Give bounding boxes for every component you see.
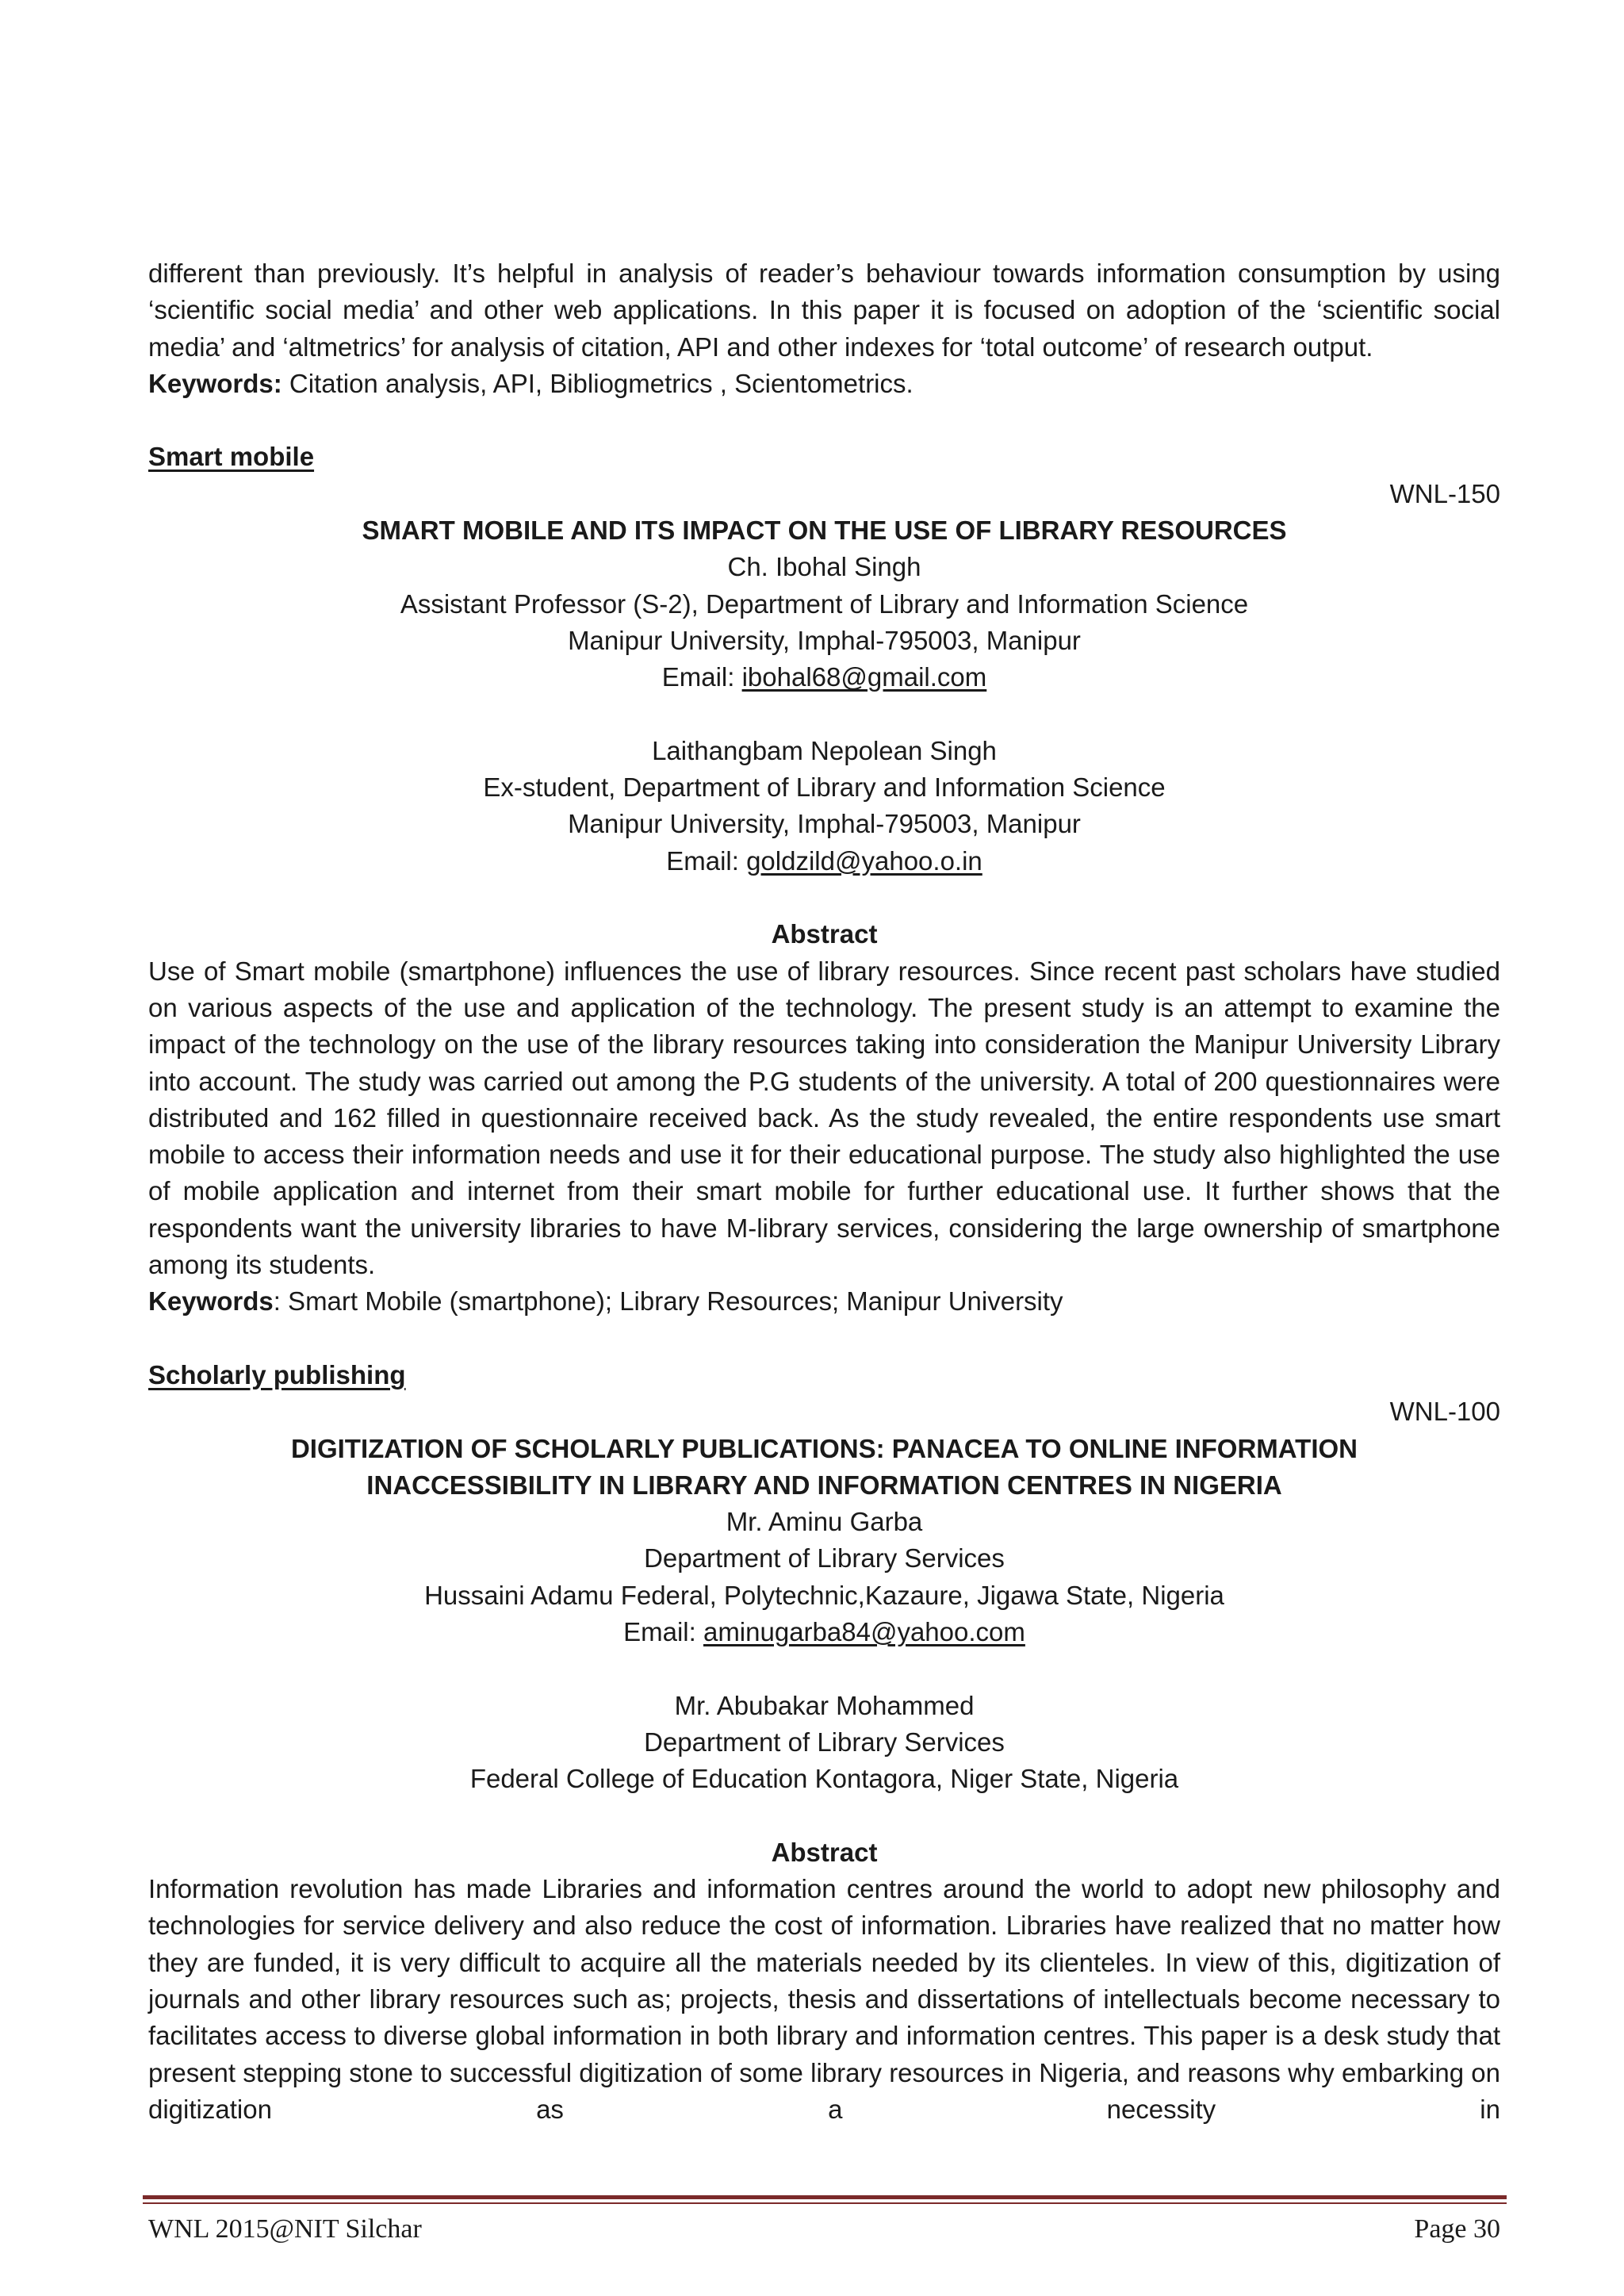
paper-title: SMART MOBILE AND ITS IMPACT ON THE USE OF LIBRARY RESOURCES <box>362 516 1287 546</box>
abstract-text: Information revolution has made Libraries and information centres around the world to adopt new philosophy and technologies for service delivery and also reduce the cost of information. Libraries have realized that no matter how they are funded, it is very difficult to acquire all the materials needed by its clienteles. In view of this, digitization of journals and other library resources such as; projects, thesis and dissertations of intellectuals become necessary to facilitates access to diverse global information in both library and information centres. This paper is a desk study that present stepping stone to successful digitization of some library resources in Nigeria, and reasons why embarking on digitization as a necessity in <box>148 1874 1500 2124</box>
author-institution: Manipur University, Imphal-795003, Manipur <box>568 625 1081 655</box>
intro-keywords <box>148 366 1500 402</box>
author-department: Department of Library Services <box>644 1727 1005 1757</box>
author-institution: Hussaini Adamu Federal, Polytechnic,Kazaure, Jigawa State, Nigeria <box>424 1580 1224 1610</box>
author-position: Ex-student, Department of Library and Information Science <box>483 772 1166 803</box>
email-link[interactable]: goldzild@yahoo.o.in <box>746 845 982 876</box>
footer-rule <box>143 2195 1507 2199</box>
author-name: Mr. Abubakar Mohammed <box>674 1690 975 1720</box>
footer-page-number: Page 30 <box>1414 2214 1500 2244</box>
page-footer <box>148 2210 1500 2249</box>
author-name: Mr. Aminu Garba <box>726 1507 923 1537</box>
author-email <box>148 659 1500 696</box>
keywords-label: Keywords <box>148 1286 274 1317</box>
abstract-heading: Abstract <box>771 919 878 949</box>
paper-code: WNL-150 <box>1389 478 1500 508</box>
intro-paragraph: different than previously. It’s helpful in analysis of reader’s behaviour towards information consumption by using ‘scientific social media’ and other web applications. In this paper it is focused on adoption of the ‘scientific social media’ and ‘altmetrics’ for analysis of citation, API and other indexes for ‘total outcome’ of research output. <box>148 259 1500 362</box>
footer-conference: WNL 2015@NIT Silchar <box>148 2214 422 2244</box>
abstract-text: Use of Smart mobile (smartphone) influences the use of library resources. Since recent past scholars have studied on various aspects of the use and application of the technology. The present study is an attempt to examine the impact of the technology on the use of the library resources taking into consideration the Manipur University Library into account. The study was carried out among the P.G students of the university. A total of 200 questionnaires were distributed and 162 filled in questionnaire received back. As the study revealed, the entire respondents use smart mobile to access their information needs and use it for their educational purpose. The study also highlighted the use of mobile application and internet from their smart mobile for further educational use. It further shows that the respondents want the university libraries to have M-library services, considering the large ownership of smartphone among its students. <box>148 956 1500 1280</box>
page-content <box>148 255 1500 2128</box>
spacer <box>148 880 1500 916</box>
footer-rule <box>143 2202 1507 2204</box>
paper-code: WNL-100 <box>1389 1397 1500 1427</box>
keywords-text: : Smart Mobile (smartphone); Library Resources; Manipur University <box>273 1286 1063 1317</box>
spacer <box>148 696 1500 733</box>
author-email <box>148 1614 1500 1650</box>
author-position: Assistant Professor (S-2), Department of Library and Information Science <box>400 588 1249 619</box>
spacer <box>148 402 1500 439</box>
spacer <box>148 1650 1500 1687</box>
author-email <box>148 843 1500 880</box>
email-label: Email: <box>623 1616 703 1646</box>
section-heading-scholarly-publishing: Scholarly publishing <box>148 1359 406 1389</box>
keywords-line <box>148 1283 1500 1320</box>
abstract-heading: Abstract <box>771 1837 878 1867</box>
paper-title-line: DIGITIZATION OF SCHOLARLY PUBLICATIONS: PANACEA TO ONLINE INFORMATION <box>290 1433 1358 1463</box>
paper-title-line: INACCESSIBILITY IN LIBRARY AND INFORMATION CENTRES IN NIGERIA <box>366 1470 1282 1500</box>
email-link[interactable]: ibohal68@gmail.com <box>741 662 987 692</box>
spacer <box>148 1797 1500 1834</box>
author-department: Department of Library Services <box>644 1543 1005 1573</box>
author-institution: Manipur University, Imphal-795003, Manipur <box>568 809 1081 839</box>
spacer <box>148 1320 1500 1357</box>
section-heading-smart-mobile: Smart mobile <box>148 442 315 472</box>
author-institution: Federal College of Education Kontagora, Niger State, Nigeria <box>469 1764 1179 1794</box>
email-link[interactable]: aminugarba84@yahoo.com <box>703 1616 1025 1646</box>
email-label: Email: <box>666 845 747 876</box>
author-name: Laithangbam Nepolean Singh <box>652 735 997 765</box>
keywords-label: Keywords: <box>148 368 282 398</box>
keywords-text: Citation analysis, API, Bibliogmetrics , Scientometrics. <box>282 368 914 398</box>
email-label: Email: <box>661 662 742 692</box>
author-name: Ch. Ibohal Singh <box>727 552 921 582</box>
